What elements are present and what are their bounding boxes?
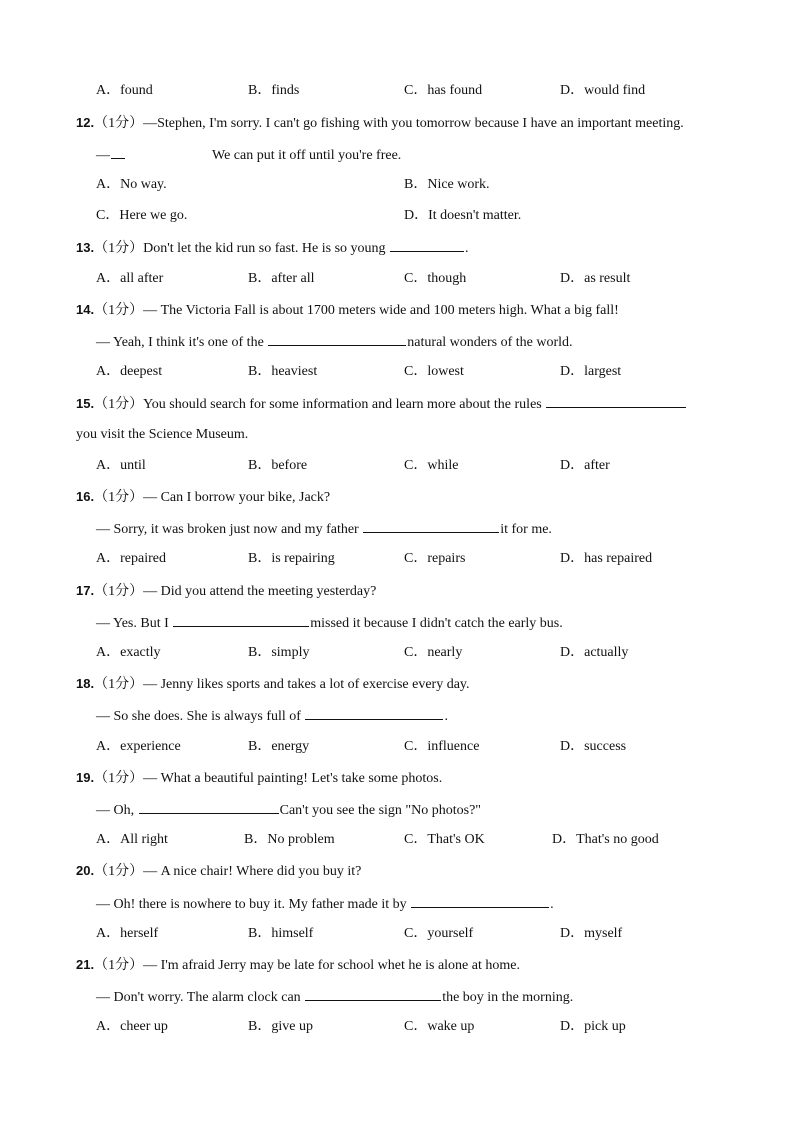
option-a: A．cheer up — [96, 1019, 168, 1034]
option-b: B．No problem — [244, 832, 335, 847]
option-b: B．finds — [248, 83, 300, 98]
question-16-line2: — Sorry, it was broken just now and my father it for me. — [96, 519, 552, 539]
option-b: B．give up — [248, 1019, 313, 1034]
option-a: A．deepest — [96, 364, 163, 379]
question-number: 18. — [76, 676, 95, 691]
question-14-stem: 14.（1分）— The Victoria Fall is about 1700 meters wide and 100 meters high. What a big fall! — [76, 302, 619, 318]
option-a: A．found — [96, 83, 153, 98]
question-20-stem: 20.（1分）— A nice chair! Where did you buy it? — [76, 863, 362, 879]
option-d: D．actually — [560, 645, 629, 660]
question-score: （1分） — [94, 303, 144, 318]
question-21-line2: — Don't worry. The alarm clock can the boy in the morning. — [96, 987, 573, 1007]
option-c: C．while — [404, 458, 459, 473]
question-17-stem: 17.（1分）— Did you attend the meeting yesterday? — [76, 583, 377, 599]
option-c: C．influence — [404, 739, 480, 754]
option-c: C．nearly — [404, 645, 463, 660]
question-number: 17. — [76, 583, 95, 598]
question-18-stem: 18.（1分）— Jenny likes sports and takes a lot of exercise every day. — [76, 676, 470, 692]
option-c: C．yourself — [404, 926, 474, 941]
option-b: B．before — [248, 458, 308, 473]
option-d: D．pick up — [560, 1019, 626, 1034]
question-score: （1分） — [94, 958, 144, 973]
option-c: C．That's OK — [404, 832, 485, 847]
option-b: B．simply — [248, 645, 310, 660]
option-c: C．lowest — [404, 364, 464, 379]
answer-blank — [173, 613, 309, 627]
option-a: A．experience — [96, 739, 181, 754]
question-14-line2: — Yeah, I think it's one of the natural wonders of the world. — [96, 332, 573, 352]
question-19-stem: 19.（1分）— What a beautiful painting! Let's take some photos. — [76, 770, 443, 786]
option-b: B．after all — [248, 271, 315, 286]
option-a: A．all after — [96, 271, 164, 286]
option-d: D．success — [560, 739, 627, 754]
question-score: （1分） — [94, 397, 144, 412]
question-number: 19. — [76, 770, 95, 785]
question-15-line2: you visit the Science Museum. — [76, 427, 249, 442]
option-c: C．Here we go. — [96, 208, 188, 223]
option-d: D．after — [560, 458, 610, 473]
question-score: （1分） — [94, 584, 144, 599]
option-a: A．until — [96, 458, 146, 473]
question-number: 12. — [76, 115, 95, 130]
option-c: C．though — [404, 271, 467, 286]
answer-blank — [305, 987, 441, 1001]
option-c: C．repairs — [404, 551, 466, 566]
question-17-line2: — Yes. But I missed it because I didn't catch the early bus. — [96, 613, 563, 633]
option-c: C．has found — [404, 83, 483, 98]
question-16-stem: 16.（1分）— Can I borrow your bike, Jack? — [76, 489, 331, 505]
option-a: A．repaired — [96, 551, 166, 566]
option-d: D．largest — [560, 364, 622, 379]
question-score: （1分） — [94, 241, 144, 256]
question-number: 13. — [76, 240, 95, 255]
question-21-stem: 21.（1分）— I'm afraid Jerry may be late for school whet he is alone at home. — [76, 957, 520, 973]
option-b: B．heaviest — [248, 364, 318, 379]
question-15-stem: 15.（1分）You should search for some information and learn more about the rules — [76, 394, 687, 414]
question-score: （1分） — [94, 116, 144, 131]
question-score: （1分） — [94, 490, 144, 505]
answer-blank — [363, 519, 499, 533]
answer-blank — [139, 800, 279, 814]
option-d: D．has repaired — [560, 551, 653, 566]
question-number: 15. — [76, 396, 95, 411]
option-a: A．exactly — [96, 645, 161, 660]
option-d: D．That's no good — [552, 832, 659, 847]
answer-blank — [411, 894, 549, 908]
question-12-line2: — We can put it off until you're free. — [96, 145, 401, 165]
question-18-line2: — So she does. She is always full of . — [96, 706, 448, 726]
option-b: B．Nice work. — [404, 177, 490, 192]
question-number: 21. — [76, 957, 95, 972]
question-19-line2: — Oh, Can't you see the sign "No photos?" — [96, 800, 481, 820]
option-b: B．himself — [248, 926, 314, 941]
question-20-line2: — Oh! there is nowhere to buy it. My father made it by . — [96, 894, 554, 914]
question-number: 14. — [76, 302, 95, 317]
answer-blank — [268, 332, 406, 346]
answer-blank — [111, 145, 125, 159]
option-d: D．myself — [560, 926, 623, 941]
answer-blank — [546, 394, 686, 408]
option-a: A．All right — [96, 832, 168, 847]
option-c: C．wake up — [404, 1019, 475, 1034]
answer-blank — [390, 238, 464, 252]
option-b: B．is repairing — [248, 551, 335, 566]
option-b: B．energy — [248, 739, 310, 754]
option-d: D．as result — [560, 271, 631, 286]
question-number: 20. — [76, 863, 95, 878]
option-d: D．It doesn't matter. — [404, 208, 522, 223]
question-score: （1分） — [94, 864, 144, 879]
question-13-stem: 13.（1分）Don't let the kid run so fast. He is so young . — [76, 240, 469, 256]
question-number: 16. — [76, 489, 95, 504]
question-score: （1分） — [94, 677, 144, 692]
option-a: A．herself — [96, 926, 159, 941]
option-d: D．would find — [560, 83, 646, 98]
option-a: A．No way. — [96, 177, 167, 192]
question-12-stem: 12.（1分）—Stephen, I'm sorry. I can't go fishing with you tomorrow because I have an important meeting. — [76, 115, 684, 131]
question-score: （1分） — [94, 771, 144, 786]
answer-blank — [305, 706, 443, 720]
